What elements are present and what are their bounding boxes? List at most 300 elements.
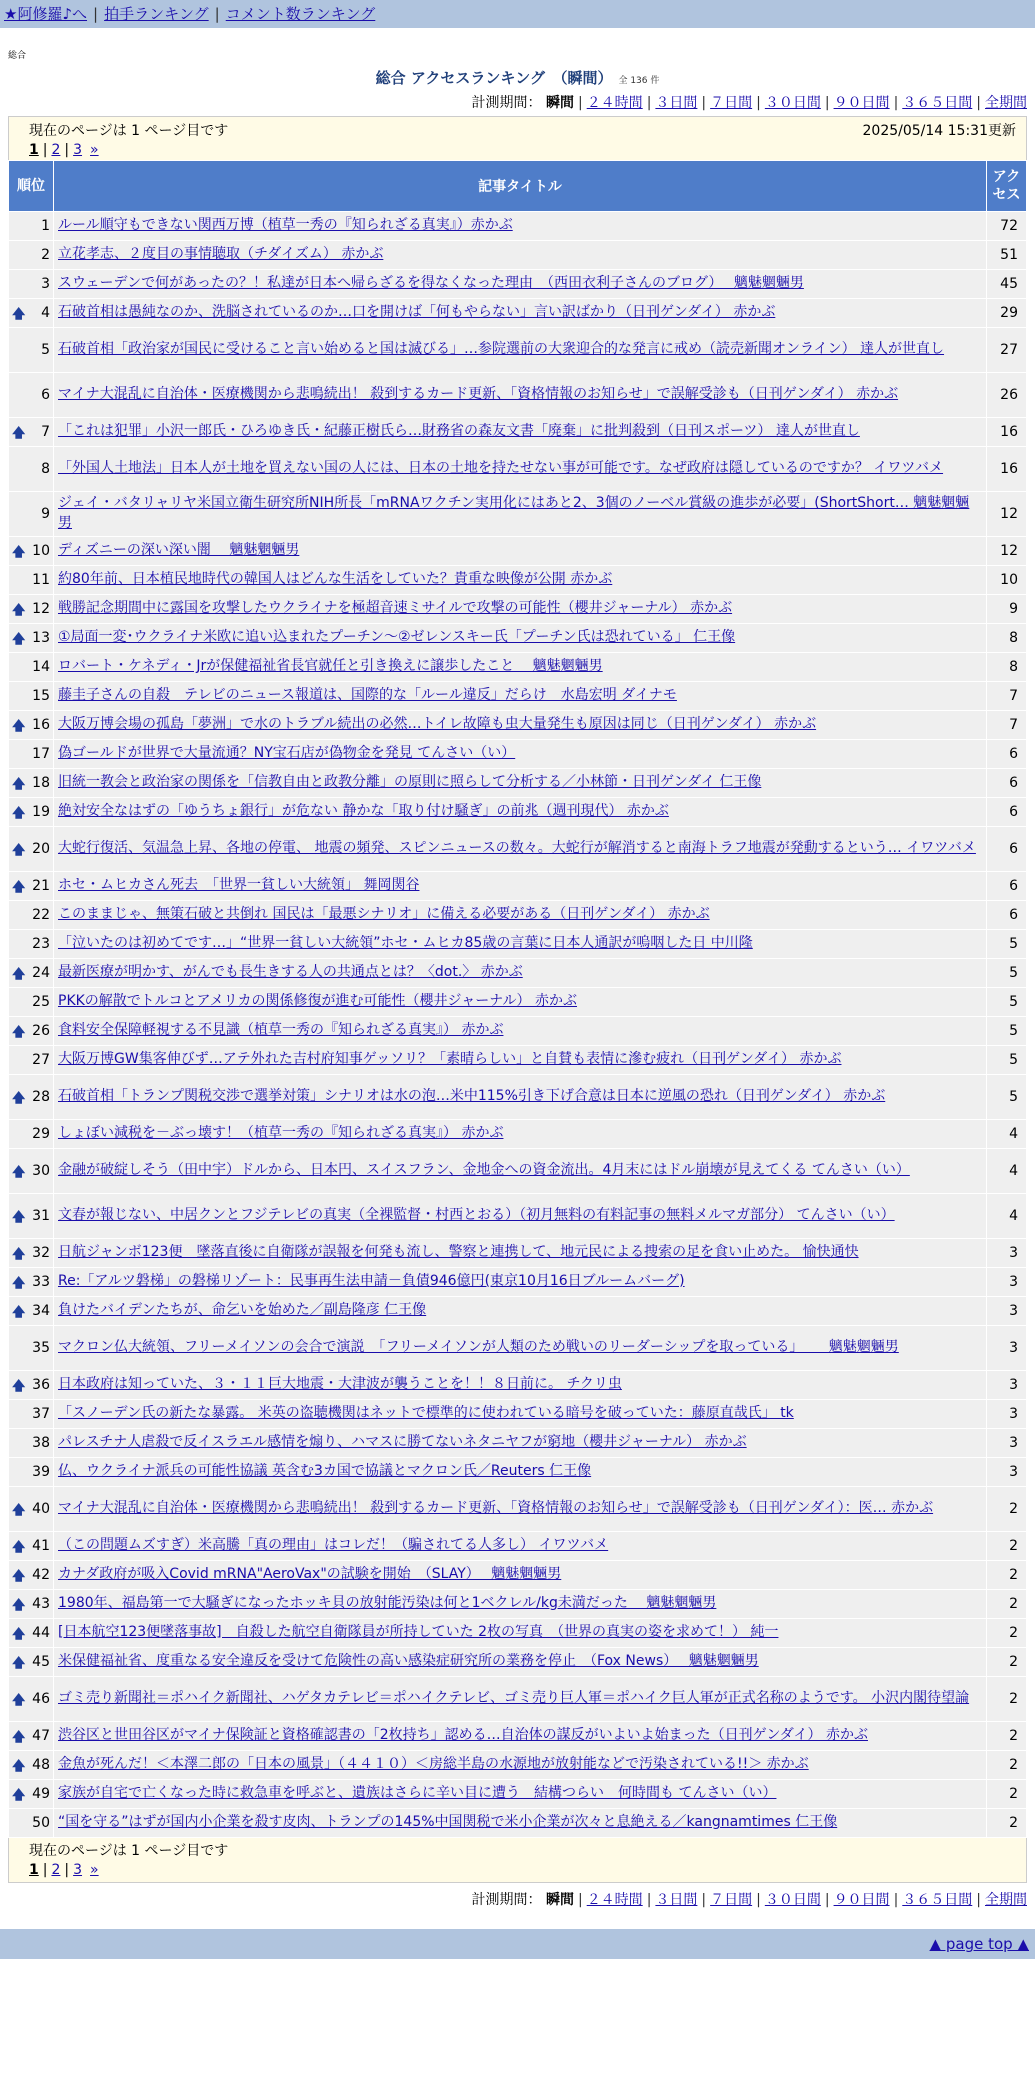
table-row [9,624,1027,653]
period-link-all[interactable]: 全期間 [985,95,1027,111]
article-title-link[interactable]: 最新医療が明かす、がんでも長生きする人の共通点とは？〈dot.〉 赤かぶ [58,964,523,981]
title-cell [54,1194,987,1239]
rank-cell [9,373,54,418]
rank-number: 30 [32,1163,50,1179]
article-title-link[interactable]: 日航ジャンボ123便 墜落直後に自衛隊が誤報を何発も流し、警察と連携して、地元民による捜索の足を食い止めた。 愉快通快 [58,1244,859,1261]
title-cell [54,1532,987,1561]
access-count: 2 [987,1590,1027,1619]
rank-number: 16 [32,717,50,733]
rank-number: 31 [32,1208,50,1224]
article-title-link[interactable]: 仏、ウクライナ派兵の可能性協議 英含む3カ国で協議とマクロン氏／Reuters 仁王像 [58,1463,592,1480]
access-count: 2 [987,1722,1027,1751]
period-link-3d[interactable]: ３日間 [655,1892,698,1908]
period-current: 瞬間 [545,95,574,111]
article-title-link[interactable]: 渋谷区と世田谷区がマイナ保険証と資格確認書の「2枚持ち」認める…自治体の謀反がいよいよ始まった（日刊ゲンダイ） 赤かぶ [58,1727,868,1744]
rank-number: 37 [32,1406,50,1422]
rank-cell [9,418,54,447]
article-title-link[interactable]: 文春が報じない、中居クンとフジテレビの真実（全裸監督・村西とおる）（初月無料の有料記事の無料メルマガ部分） てんさい（い） [58,1207,895,1224]
access-count: 2 [987,1561,1027,1590]
rank-up-arrow-icon: 🡅 [12,307,26,322]
title-cell [54,418,987,447]
rank-cell [9,1400,54,1429]
rank-up-arrow-icon: 🡅 [12,806,26,821]
article-title-link[interactable]: 食料安全保障軽視する不見識（植草一秀の『知られざる真実』） 赤かぶ [58,1022,504,1039]
period-link-90d[interactable]: ９０日間 [833,1892,890,1908]
rank-cell [9,827,54,872]
title-cell [54,1619,987,1648]
article-title-link[interactable]: マクロン仏大統領、フリーメイソンの会合で演説 「フリーメイソンが人類のため戦いのリーダーシップを取っている」 魑魅魍魎男 [58,1339,899,1356]
rank-cell [9,682,54,711]
rank-number: 6 [41,387,50,403]
period-link-all[interactable]: 全期間 [985,1892,1027,1908]
rank-number: 46 [32,1691,50,1707]
article-title-link[interactable]: ルール順守もできない関西万博（植草一秀の『知られざる真実』）赤かぶ [58,217,513,234]
rank-number: 4 [41,305,50,321]
rank-cell [9,959,54,988]
article-title-link[interactable]: 金魚が死んだ！＜本澤二郎の「日本の風景」（４４１０）＜房総半島の水源地が放射能などで汚染されている!!＞ 赤かぶ [58,1756,809,1773]
title-cell [54,901,987,930]
home-link[interactable]: ★阿修羅♪へ [4,5,88,23]
access-count: 2 [987,1619,1027,1648]
header-title: 記事タイトル [54,161,987,212]
period-link-30d[interactable]: ３０日間 [764,1892,821,1908]
article-title-link[interactable]: ディズニーの深い深い闇 魑魅魍魎男 [58,542,300,559]
rank-number: 24 [32,965,50,981]
access-count: 7 [987,711,1027,740]
table-row [9,566,1027,595]
rank-cell [9,1194,54,1239]
title-cell [54,566,987,595]
table-row [9,827,1027,872]
table-row [9,1017,1027,1046]
next-page-link[interactable]: » [90,1862,99,1878]
title-cell [54,769,987,798]
article-title-link[interactable]: パレスチナ人虐殺で反イスラエル感情を煽り、ハマスに勝てないネタニヤフが窮地（櫻井ジャーナル） 赤かぶ [58,1434,747,1451]
title-cell [54,1429,987,1458]
rank-up-arrow-icon: 🡅 [12,1569,26,1584]
access-count: 5 [987,1017,1027,1046]
table-row [9,1194,1027,1239]
access-count: 5 [987,959,1027,988]
period-link-24h[interactable]: ２４時間 [586,95,643,111]
period-link-7d[interactable]: ７日間 [710,95,753,111]
rank-cell [9,1532,54,1561]
access-count: 4 [987,1149,1027,1194]
article-title-link[interactable]: 立花孝志、２度目の事情聴取（チダイズム） 赤かぶ [58,246,384,263]
total-count: 全 136 件 [618,76,660,86]
table-row [9,1120,1027,1149]
rank-number: 35 [32,1340,50,1356]
table-row [9,653,1027,682]
title-cell [54,1075,987,1120]
period-link-365d[interactable]: ３６５日間 [902,95,973,111]
title-cell [54,1326,987,1371]
rank-number: 23 [32,936,50,952]
article-title-link[interactable]: 戦勝記念期間中に露国を攻撃したウクライナを極超音速ミサイルで攻撃の可能性（櫻井ジャーナル） 赤かぶ [58,600,733,617]
table-row [9,537,1027,566]
rank-number: 12 [32,601,50,617]
article-title-link[interactable]: ゴミ売り新聞社＝ポハイク新聞社、ハゲタカテレビ＝ポハイクテレビ、ゴミ売り巨人軍＝ポハイク巨人軍が正式名称のようです。 小沢内閣待望論 [58,1690,970,1707]
title-cell [54,1017,987,1046]
article-title-link[interactable]: 約80年前、日本植民地時代の韓国人はどんな生活をしていた？貴重な映像が公開 赤かぶ [58,571,613,588]
article-title-link[interactable]: 大阪万博GW集客伸びず…アテ外れた吉村府知事ゲッソリ？「素晴らしい」と自賛も表情に滲む疲れ（日刊ゲンダイ） 赤かぶ [58,1051,842,1068]
table-row [9,1149,1027,1194]
table-row [9,1371,1027,1400]
article-title-link[interactable]: 「外国人土地法」日本人が土地を買えない国の人には、日本の土地を持たせない事が可能です。なぜ政府は隠しているのですか？ イワツバメ [58,460,944,477]
rank-number: 39 [32,1464,50,1480]
access-count: 6 [987,901,1027,930]
table-row [9,1046,1027,1075]
rank-up-arrow-icon: 🡅 [12,1759,26,1774]
title-cell [54,1239,987,1268]
article-title-link[interactable]: 「泣いたのは初めてです…」“世界一貧しい大統領”ホセ・ムヒカ85歳の言葉に日本人通訳が嗚咽した日 中川隆 [58,935,753,952]
table-row [9,1809,1027,1838]
period-label: 計測期間： [471,1892,542,1908]
access-count: 16 [987,447,1027,492]
table-row [9,1458,1027,1487]
rank-number: 21 [32,878,50,894]
access-count: 2 [987,1780,1027,1809]
rank-number: 47 [32,1728,50,1744]
access-count: 3 [987,1371,1027,1400]
table-row [9,212,1027,241]
article-title-link[interactable]: 石破首相「トランプ関税交渉で選挙対策」シナリオは水の泡…米中115%引き下げ合意は日本に逆風の恐れ（日刊ゲンダイ） 赤かぶ [58,1088,886,1105]
title-cell [54,212,987,241]
title-cell [54,988,987,1017]
rank-number: 28 [32,1089,50,1105]
rank-cell [9,1239,54,1268]
title-cell [54,1149,987,1194]
table-row [9,270,1027,299]
article-title-link[interactable]: [日本航空123便墜落事故] 自殺した航空自衛隊員が所持していた 2枚の写真 （世界の真実の姿を求めて！） 純一 [58,1624,779,1641]
rank-cell [9,328,54,373]
period-link-7d[interactable]: ７日間 [710,1892,753,1908]
article-title-link[interactable]: ジェイ・バタリャリヤ米国立衛生研究所NIH所長「mRNAワクチン実用化にはあと2、3個のノーベル賞級の進歩が必要」(ShortShort… 魑魅魍魎男 [58,495,970,531]
rank-cell [9,624,54,653]
table-row [9,418,1027,447]
rank-cell [9,1326,54,1371]
access-count: 3 [987,1429,1027,1458]
title-cell [54,328,987,373]
article-title-link[interactable]: 負けたバイデンたちが、命乞いを始めた／副島隆彦 仁王像 [58,1302,427,1319]
access-count: 51 [987,241,1027,270]
title-cell [54,930,987,959]
access-count: 29 [987,299,1027,328]
title-cell [54,959,987,988]
rank-number: 33 [32,1274,50,1290]
rank-cell [9,595,54,624]
rank-number: 3 [41,276,50,292]
rank-cell [9,1268,54,1297]
rank-number: 49 [32,1786,50,1802]
article-title-link[interactable]: 1980年、福島第一で大騒ぎになったホッキ貝の放射能汚染は何と1ベクレル/kg未満だった 魑魅魍魎男 [58,1595,717,1612]
rank-cell [9,241,54,270]
rank-cell [9,537,54,566]
rank-number: 9 [41,506,50,522]
nav-separator: | [214,5,220,23]
title-cell [54,1561,987,1590]
rank-number: 20 [32,841,50,857]
period-current: 瞬間 [545,1892,574,1908]
access-count: 16 [987,418,1027,447]
next-page-link[interactable]: » [90,142,99,158]
rank-up-arrow-icon: 🡅 [12,719,26,734]
rank-cell [9,769,54,798]
access-count: 2 [987,1677,1027,1722]
article-title-link[interactable]: カナダ政府が吸入Covid mRNA"AeroVax"の試験を開始 （SLAY） 魑魅魍魎男 [58,1566,562,1583]
rank-cell [9,1371,54,1400]
title-cell [54,682,987,711]
article-title-link[interactable]: 大蛇行復活、気温急上昇、各地の停電、 地震の頻発、スピンニュースの数々。大蛇行が解消すると南海トラフ地震が発動するという… イワツバメ [58,840,976,857]
table-row [9,711,1027,740]
title-cell [54,872,987,901]
rank-up-arrow-icon: 🡅 [12,967,26,982]
article-title-link[interactable]: 日本政府は知っていた、３・１１巨大地震・大津波が襲うことを！！８日前に。 チクリ虫 [58,1376,622,1393]
access-count: 4 [987,1120,1027,1149]
rank-cell [9,1017,54,1046]
rank-number: 2 [41,247,50,263]
page-title-text: 総合 アクセスランキング （瞬間） [375,69,613,87]
title-cell [54,1677,987,1722]
rank-up-arrow-icon: 🡅 [12,1598,26,1613]
rank-up-arrow-icon: 🡅 [12,1165,26,1180]
access-count: 6 [987,798,1027,827]
period-link-3d[interactable]: ３日間 [655,95,698,111]
rank-up-arrow-icon: 🡅 [12,1379,26,1394]
period-link-24h[interactable]: ２４時間 [586,1892,643,1908]
table-row [9,1487,1027,1532]
page-status: 現在のページは 1 ページ目です [29,123,229,139]
rank-number: 11 [32,572,50,588]
table-row [9,1722,1027,1751]
access-count: 9 [987,595,1027,624]
top-nav-bar [0,0,1035,28]
article-title-link[interactable]: 米保健福祉省、度重なる安全違反を受けて危険性の高い感染症研究所の業務を停止 （Fox News） 魑魅魍魎男 [58,1653,759,1670]
access-count: 7 [987,682,1027,711]
rank-cell [9,1458,54,1487]
period-link-30d[interactable]: ３０日間 [764,95,821,111]
rank-cell [9,1075,54,1120]
clap-ranking-link[interactable]: 拍手ランキング [104,5,209,23]
title-cell [54,1120,987,1149]
access-count: 3 [987,1239,1027,1268]
rank-number: 10 [32,543,50,559]
rank-cell [9,212,54,241]
rank-cell [9,988,54,1017]
rank-cell [9,1677,54,1722]
article-title-link[interactable]: しょぼい減税を－ぶっ壊す！（植草一秀の『知られざる真実』） 赤かぶ [58,1125,504,1142]
table-row [9,1619,1027,1648]
rank-up-arrow-icon: 🡅 [12,1627,26,1642]
access-count: 2 [987,1648,1027,1677]
page-link-2[interactable]: 2 [51,142,61,158]
rank-cell [9,1561,54,1590]
period-selector-top: 計測期間： 瞬間 | ２４時間 | ３日間 | ７日間 | ３０日間 | ９０日間 | ３６５日間 | 全期間 [471,95,1027,111]
rank-cell [9,299,54,328]
ranking-table [8,160,1027,1838]
article-title-link[interactable]: 石破首相は愚純なのか、洗脳されているのか…口を開けば「何もやらない」言い訳ばかり（日刊ゲンダイ） 赤かぶ [58,304,776,321]
title-cell [54,711,987,740]
current-page: 1 [29,142,39,158]
rank-cell [9,1487,54,1532]
rank-cell [9,1751,54,1780]
article-title-link[interactable]: （この問題ムズすぎ）米高騰「真の理由」はコレだ！（騙されてる人多し） イワツバメ [58,1537,609,1554]
rank-up-arrow-icon: 🡅 [12,1091,26,1106]
rank-up-arrow-icon: 🡅 [12,426,26,441]
table-row [9,930,1027,959]
rank-up-arrow-icon: 🡅 [12,843,26,858]
rank-up-arrow-icon: 🡅 [12,1693,26,1708]
article-title-link[interactable]: 偽ゴールドが世界で大量流通？NY宝石店が偽物金を発見 てんさい（い） [58,745,516,762]
table-row [9,1677,1027,1722]
rank-cell [9,447,54,492]
current-page: 1 [29,1862,39,1878]
period-link-90d[interactable]: ９０日間 [833,95,890,111]
access-count: 3 [987,1326,1027,1371]
access-count: 2 [987,1487,1027,1532]
title-cell [54,624,987,653]
article-title-link[interactable]: 「スノーデン氏の新たな暴露。 米英の盗聴機関はネットで標準的に使われている暗号を破っていた：藤原直哉氏」 tk [58,1405,794,1422]
rank-cell [9,1120,54,1149]
article-title-link[interactable]: Re:「アルツ磐梯」の磐梯リゾート：民事再生法申請－負債946億円(東京10月16日ブルームバーグ) [58,1273,685,1290]
comment-ranking-link[interactable]: コメント数ランキング [225,5,376,23]
table-row [9,447,1027,492]
rank-cell [9,798,54,827]
rank-number: 38 [32,1435,50,1451]
rank-cell [9,1149,54,1194]
title-cell [54,299,987,328]
page-top-link[interactable]: ▲ page top ▲ [929,1935,1029,1953]
article-title-link[interactable]: 家族が自宅で亡くなった時に救急車を呼ぶと、遺族はさらに辛い目に遭う 結構つらい 何時間も てんさい（い） [58,1785,777,1802]
updated-time: 2025/05/14 15:31更新 [862,123,1016,139]
title-cell [54,827,987,872]
title-cell [54,740,987,769]
title-cell [54,1751,987,1780]
article-title-link[interactable]: このままじゃ、無策石破と共倒れ 国民は「最悪シナリオ」に備える必要がある（日刊ゲンダイ） 赤かぶ [58,906,710,923]
title-cell [54,1487,987,1532]
title-cell [54,1809,987,1838]
rank-up-arrow-icon: 🡅 [12,880,26,895]
table-row [9,1075,1027,1120]
page-status: 現在のページは 1 ページ目です [29,1843,229,1859]
rank-cell [9,1722,54,1751]
access-count: 3 [987,1458,1027,1487]
rank-up-arrow-icon: 🡅 [12,1276,26,1291]
rank-cell [9,1648,54,1677]
rank-number: 45 [32,1654,50,1670]
rank-number: 19 [32,804,50,820]
bottom-bar [0,1929,1035,1959]
table-row [9,1429,1027,1458]
section-label: 総合 [8,51,27,61]
access-count: 6 [987,740,1027,769]
rank-cell [9,1590,54,1619]
article-title-link[interactable]: マイナ大混乱に自治体・医療機関から悲鳴続出！ 殺到するカード更新、「資格情報のお知らせ」で誤解受診も（日刊ゲンダイ） 赤かぶ [58,386,899,403]
article-title-link[interactable]: スウェーデンで何があったの？！私達が日本へ帰らざるを得なくなった理由 （西田衣利子さんのブログ） 魑魅魍魎男 [58,275,804,292]
title-cell [54,241,987,270]
rank-number: 41 [32,1538,50,1554]
title-cell [54,1268,987,1297]
article-title-link[interactable]: ロバート・ケネディ・Jrが保健福祉省長官就任と引き換えに譲歩したこと 魑魅魍魎男 [58,658,603,675]
title-cell [54,1046,987,1075]
title-cell [54,1780,987,1809]
access-count: 5 [987,930,1027,959]
rank-cell [9,711,54,740]
article-title-link[interactable]: PKKの解散でトルコとアメリカの関係修復が進む可能性（櫻井ジャーナル） 赤かぶ [58,993,578,1010]
table-row [9,872,1027,901]
article-title-link[interactable]: 金融が破綻しそう（田中宇）ドルから、日本円、スイスフラン、金地金への資金流出。4月末にはドル崩壊が見えてくる てんさい（い） [58,1162,910,1179]
access-count: 45 [987,270,1027,299]
article-title-link[interactable]: “国を守る”はずが国内小企業を殺す皮肉、トランプの145%中国関税で米小企業が次々と息絶える／kangnamtimes 仁王像 [58,1814,838,1831]
header-access: アクセス [987,161,1027,212]
rank-cell [9,270,54,299]
rank-cell [9,930,54,959]
rank-number: 22 [32,907,50,923]
article-title-link[interactable]: 旧統一教会と政治家の関係を「信教自由と政教分離」の原則に照らして分析する／小林節・日刊ゲンダイ 仁王像 [58,774,762,791]
rank-up-arrow-icon: 🡅 [12,1305,26,1320]
table-row [9,682,1027,711]
title-cell [54,492,987,537]
rank-number: 50 [32,1815,50,1831]
rank-number: 17 [32,746,50,762]
access-count: 4 [987,1194,1027,1239]
article-title-link[interactable]: ホセ・ムヒカさん死去 「世界一貧しい大統領」 舞岡関谷 [58,877,420,894]
article-title-link[interactable]: 石破首相「政治家が国民に受けること言い始めると国は滅びる」…参院選前の大衆迎合的な発言に戒め（読売新聞オンライン） 達人が世直し [58,341,945,358]
access-count: 2 [987,1532,1027,1561]
title-cell [54,653,987,682]
title-cell [54,373,987,418]
rank-cell [9,901,54,930]
page-link-3[interactable]: 3 [73,142,83,158]
article-title-link[interactable]: 藤圭子さんの自殺 テレビのニュース報道は、国際的な「ルール違反」だらけ 水島宏明 ダイナモ [58,687,677,704]
table-row [9,1532,1027,1561]
table-row [9,1561,1027,1590]
title-cell [54,447,987,492]
page-title [8,67,1027,88]
access-count: 8 [987,624,1027,653]
access-count: 2 [987,1751,1027,1780]
article-title-link[interactable]: マイナ大混乱に自治体・医療機関から悲鳴続出！ 殺到するカード更新、「資格情報のお知らせ」で誤解受診も（日刊ゲンダイ）：医… 赤かぶ [58,1500,934,1517]
article-title-link[interactable]: 絶対安全なはずの「ゆうちょ銀行」が危ない 静かな「取り付け騒ぎ」の前兆（週刊現代） 赤かぶ [58,803,669,820]
rank-number: 42 [32,1567,50,1583]
pager-top: 現在のページは 1 ページ目です 2025/05/14 15:31更新 1 | 2 | 3 » [8,116,1027,160]
rank-number: 40 [32,1501,50,1517]
table-row [9,769,1027,798]
rank-cell [9,1619,54,1648]
page-link-2[interactable]: 2 [51,1862,61,1878]
rank-number: 48 [32,1757,50,1773]
table-row [9,373,1027,418]
rank-up-arrow-icon: 🡅 [12,603,26,618]
table-row [9,1326,1027,1371]
article-title-link[interactable]: 「これは犯罪」小沢一郎氏・ひろゆき氏・紀藤正樹氏ら…財務省の森友文書「廃棄」に批判殺到（日刊スポーツ） 達人が世直し [58,423,860,440]
header-rank: 順位 [9,161,54,212]
access-count: 3 [987,1268,1027,1297]
period-link-365d[interactable]: ３６５日間 [902,1892,973,1908]
article-title-link[interactable]: 大阪万博会場の孤島「夢洲」で水のトラブル続出の必然…トイレ故障も虫大量発生も原因は同じ（日刊ゲンダイ） 赤かぶ [58,716,817,733]
title-cell [54,1590,987,1619]
table-row [9,959,1027,988]
rank-number: 34 [32,1303,50,1319]
access-count: 72 [987,212,1027,241]
article-title-link[interactable]: ①局面一変･ウクライナ米欧に追い込まれたプーチン～②ゼレンスキー氏「プーチン氏は恐れている」 仁王像 [58,629,736,646]
rank-cell [9,1780,54,1809]
period-label: 計測期間： [471,95,542,111]
access-count: 5 [987,1075,1027,1120]
pager-bottom: 現在のページは 1 ページ目です 1 | 2 | 3 » [8,1838,1027,1883]
page-link-3[interactable]: 3 [73,1862,83,1878]
rank-cell [9,1429,54,1458]
